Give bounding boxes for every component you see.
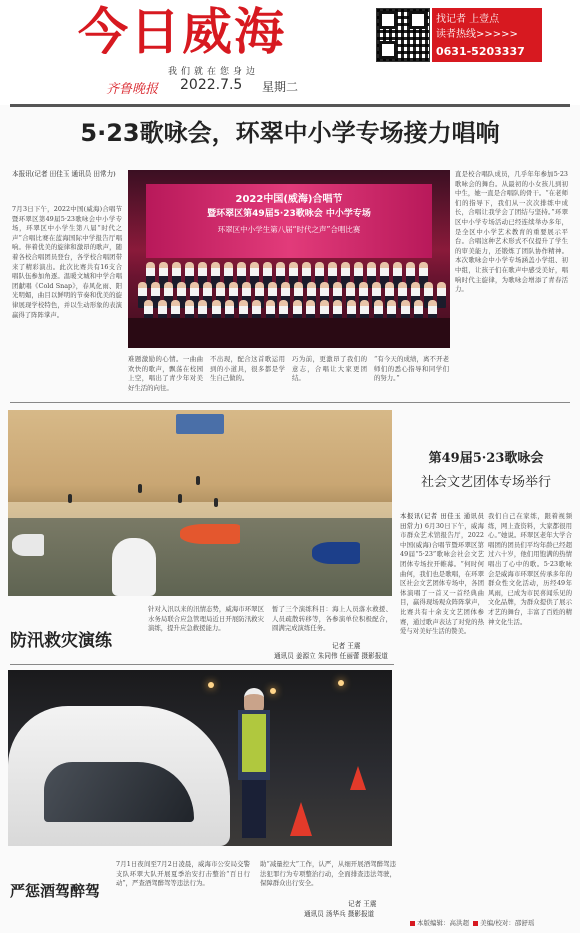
tent [176,414,224,434]
flood-column-1: 针对入汛以来的汛情态势，威海市环翠区水务局联合应急管理局近日开展防汛救灾演练，提升应急救援能力。 [148,605,264,633]
singer [437,282,446,308]
qr-code-icon[interactable] [376,8,430,62]
boat [180,524,240,544]
drunk-credit-reporter: 记者 王震 [348,900,377,908]
hotline-slogan: 找记者 上壹点 [436,14,500,25]
drunk-driving-check-photo [8,670,392,846]
right-article-title: 第49届5·23歌咏会 [428,451,544,466]
hotline-box [432,8,542,62]
flood-credit-reporter: 记者 王震 [332,642,361,650]
drunk-column-2: 助“减量控大”工作，认严，从细开展酒驾醉驾违法犯罪行为专项整治行动，全面排查违法驾驶，保障群众出行安全。 [260,860,396,888]
person [178,494,182,503]
hotline-label: 读者热线>>>>> [436,29,518,40]
right-article-byline: 本报讯(记者 田佳玉 通讯员 田常力) [400,512,484,530]
main-bottom-column-1: 难题激励的心情。一曲曲欢快的歌声，飘荡在校园上空，唱出了青少年对美好生活的向往。 [128,355,203,392]
flood-article-text [148,605,396,645]
drunk-credit-photographers: 通讯员 汤华兵 摄影报道 [304,910,375,918]
main-article-bottom [128,355,450,397]
traffic-police-officer [234,688,274,838]
drunk-column-1: 7月1日夜间至7月2日凌晨，威海市公安局交警支队环翠大队开展夏季治安打击整治“百日行动”，严查酒驾醉驾等违法行为。 [116,860,250,888]
main-byline: 本报讯(记者 田佳玉 通讯员 田常力) [12,170,116,178]
main-bottom-column-3: 巧为前，更激昂了我们的意志，合唱让大家更团结。 [292,355,367,383]
traffic-cone [350,766,366,790]
main-headline: 5·23歌咏会，环翠中小学专场接力唱响 [80,119,500,147]
person [196,476,200,485]
masthead-divider [10,104,570,107]
boat [12,534,44,556]
partner-logo: 齐鲁晚报 [106,82,159,97]
flood-drill-photo [8,410,392,596]
right-article-text-1: 6月30日下午，威海市群众艺术馆报告厅，2022中国(威海)合唱节暨环翠区第49届“5·23”歌咏会社会文艺团体专场拉开帷幕。“何时何曲何，我们也是歌唱，在环翠区社会文艺团体专场中，各团体演唱了一首又一首经典曲目，赢得现场观众阵阵掌声，比赛共有十余支文艺团体参赛，通过歌声表达了对党的热爱与对美好生活的赞美。 [400,521,484,636]
right-article-column-1 [400,512,484,917]
banner-line-3: 环翠区中小学生第八届“时代之声”合唱比赛 [217,225,361,234]
hotline-phone: 0631-5203337 [436,45,525,58]
weekday: 星期二 [262,80,299,94]
section-divider [10,402,570,403]
right-article-column-2: 我们自己在家练，跟着视频练，网上查资料，大家都很用心。”她说。环翠区老年大学合唱团的团员们平均年龄已经超过六十岁，他们用饱满的热情唱出了心中的歌。5·23歌咏会是威海市环翠区传承多年的群众性文化活动，历经49年风雨，已成为市民喜闻乐见的文化品牌，为群众提供了展示才艺的舞台，丰富了百姓的精神文化生活。 [488,512,572,626]
stage-floor [128,318,450,348]
banner-line-1: 2022中国(威海)合唱节 [235,194,343,205]
streetlight [208,682,214,688]
boat [112,538,156,596]
person [68,494,72,503]
main-article-column-1: 7月3日下午，2022中国(威海)合唱节暨环翠区第49届5·23歌咏会中小学专场，环翠区中小学生第八届“时代之声”合唱比赛在蓝海国际中学报告厅唱响。伴着优美的旋律和激昂的歌声，随着各校合唱团员登台，各学校合唱团带来了精彩演出。此次比赛共有16支合唱队伍参加角逐。温暖文城和中学合唱团献唱《Cold Snap》，春风化雨、阳光明媚，曲目以鲜明的节奏和优美的旋律展现学校特色，并以生动形象的表演赢得了阵阵掌声。 [12,205,122,319]
main-article-column-3: 直是校合唱队成员，几乎年年参加5·23歌咏会的舞台。从最初的小女孩儿到初中生，她一直是合唱队的骨干。“在老师们的指导下，我们从一次次排练中成长，合唱让我学会了团结与坚持。”环翠区中小学专场活动已经连续举办多年，是全区中小学艺术教育的重要展示平台。合唱这种艺术形式不仅提升了学生的审美能力，还锻炼了团队协作精神。本次歌咏会中小学专场涵盖小学组、初中组，让孩子们在歌声中感受美好，唱响时代主旋律，为歌咏会增添了青春活力。 [455,170,568,294]
footer-designer: 美编/校对：邵舒瑶 [480,919,535,927]
person [138,484,142,493]
main-bottom-column-2: 不出现，配合这首歌运用到的小道具，很多都是学生自己做的。 [210,355,285,383]
streetlight [338,680,344,686]
flood-column-2: 暂了三个演练科目：海上人员落水救援、人员疏散转移等，各参演单位积极配合，圆满完成演练任务。 [272,605,392,633]
slogan: 我们就在您身边 [168,67,260,77]
paper-name: 今日威海 [78,3,286,61]
drunk-driving-article-title: 严惩酒驾醉驾 [10,882,101,900]
traffic-cone [290,802,312,836]
flood-credit-photographers: 通讯员 姜源立 朱同伟 任丽蕾 摄影报道 [274,652,388,660]
choir-photo [128,170,450,348]
flood-article-title: 防汛救灾演练 [10,631,112,651]
person [214,498,218,507]
page-footer [410,918,575,927]
publication-date: 2022.7.5 [180,77,243,93]
footer-editor: 本版编辑：高洪超 [417,919,469,927]
main-bottom-column-4: “有今天的成绩，离不开老师们的悉心指导和同学们的努力。” [374,355,449,383]
car-window [44,762,194,822]
section-divider [10,664,394,665]
choir-stage-banner [146,184,432,258]
banner-line-2: 暨环翠区第49届5·23歌咏会 中小学专场 [207,209,371,219]
right-article-subtitle: 社会文艺团体专场举行 [420,475,551,490]
boat [312,542,360,564]
white-car [8,706,230,846]
